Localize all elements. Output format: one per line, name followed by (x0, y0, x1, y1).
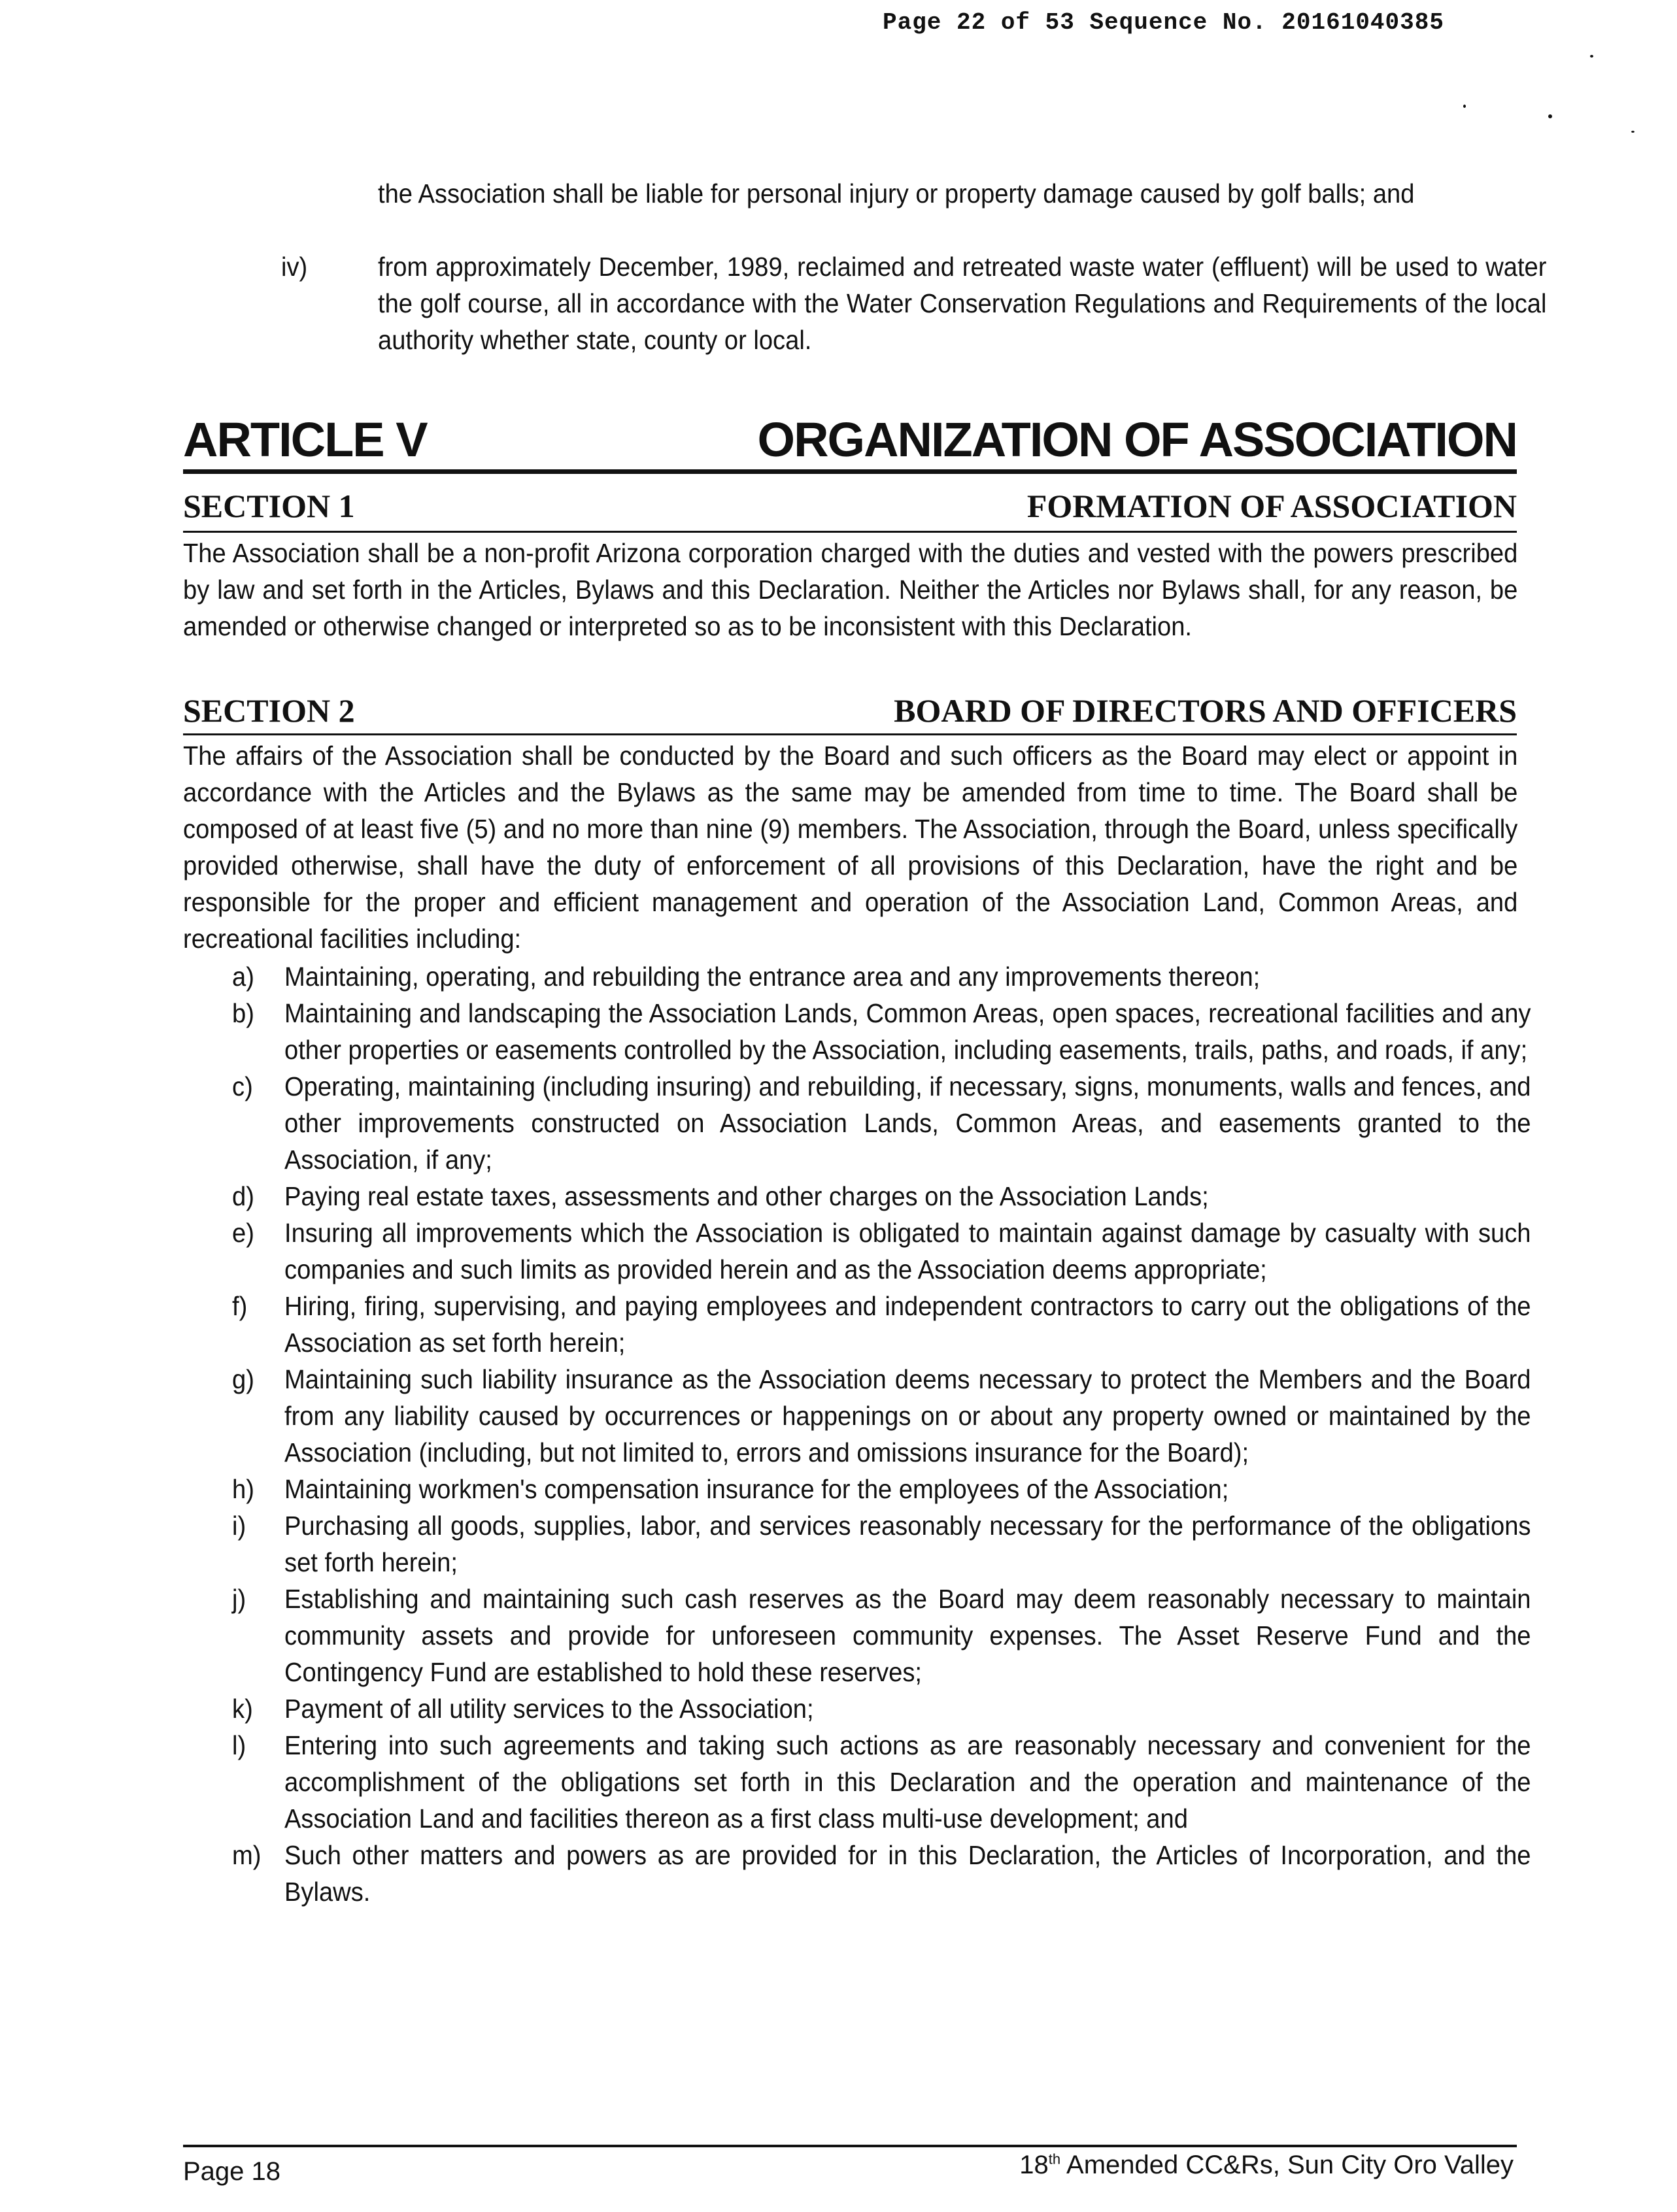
list-item-text: Hiring, firing, supervising, and paying employees and independent contractors to carry out the obligations of the Association as set forth herein; (284, 1291, 1531, 1358)
section-1-divider (183, 531, 1517, 533)
list-item (232, 1178, 1625, 1215)
list-item (232, 1507, 1625, 1581)
list-marker: iv) (281, 252, 308, 282)
list-item (232, 1837, 1625, 1910)
list-marker: b) (232, 998, 254, 1028)
list-item-text: Maintaining such liability insurance as the Association deems necessary to protect the Members and the Board from any liability caused by occurrences or happenings on or about any property owned or maintained by the Association (including, but not limited to, errors and omissions insurance for the Board); (284, 1364, 1531, 1467)
list-item (232, 1581, 1625, 1690)
section-2-body (183, 737, 1621, 957)
list-item-text: Establishing and maintaining such cash reserves as the Board may deem reasonably necessary to maintain community assets and provide for unforeseen community expenses. The Asset Reserve Fund and the Contingency Fund are established to hold these reserves; (284, 1584, 1531, 1687)
list-item (232, 1727, 1625, 1837)
list-marker: a) (232, 962, 254, 992)
section-1-body (183, 535, 1621, 645)
footer-page-number: Page 18 (183, 2157, 281, 2186)
list-item (232, 1361, 1625, 1471)
list-marker: d) (232, 1181, 254, 1211)
scan-speck (1631, 131, 1635, 133)
scan-speck (1463, 105, 1466, 108)
footer-doc-title: Amended CC&Rs, Sun City Oro Valley (1060, 2151, 1514, 2179)
list-marker: l) (232, 1730, 246, 1760)
list-item-text: Operating, maintaining (including insuring) and rebuilding, if necessary, signs, monuments, walls and fences, and other improvements constructed on Association Lands, Common Areas, and easements granted to the Association, if any; (284, 1071, 1531, 1175)
list-marker: i) (232, 1511, 246, 1541)
list-marker: g) (232, 1364, 254, 1394)
list-item (232, 1690, 1625, 1727)
list-marker: f) (232, 1291, 248, 1321)
footer-divider (183, 2145, 1517, 2147)
continuation-text (378, 175, 1633, 212)
continuation-paragraph: the Association shall be liable for personal injury or property damage caused by golf balls; and (378, 178, 1415, 209)
list-marker: k) (232, 1694, 253, 1724)
article-title: ORGANIZATION OF ASSOCIATION (757, 412, 1517, 467)
section-title: FORMATION OF ASSOCIATION (1026, 488, 1517, 524)
article-number: ARTICLE V (183, 412, 427, 467)
list-item-text: Purchasing all goods, supplies, labor, and services reasonably necessary for the performance of the obligations set forth herein; (284, 1511, 1531, 1577)
list-item-text: Maintaining, operating, and rebuilding the entrance area and any improvements thereon; (284, 962, 1261, 992)
article-divider (183, 469, 1517, 474)
footer-document-title (1019, 2151, 1514, 2180)
section-2-paragraph: The affairs of the Association shall be conducted by the Board and such officers as the Board may elect or appoint in accordance with the Articles and the Bylaws as the same may be amended from time to time. The Board shall be composed of at least five (5) and no more than nine (9) members. The Association, through the Board, unless specifically provided otherwise, shall have the duty of enforcement of all provisions of this Declaration, have the right and be responsible for the proper and efficient management and operation of the Association Land, Common Areas, and recreational facilities including: (183, 741, 1518, 954)
list-item (232, 958, 1625, 995)
section-2-divider (183, 733, 1517, 735)
section-1-heading (183, 487, 1517, 525)
list-item (232, 995, 1625, 1068)
list-item-iv (281, 248, 1635, 358)
section-number: SECTION 1 (183, 488, 355, 524)
list-item-text: Insuring all improvements which the Association is obligated to maintain against damage by casualty with such companies and such limits as provided herein and as the Association deems appropriate; (284, 1218, 1531, 1284)
list-item-text: Maintaining workmen's compensation insurance for the employees of the Association; (284, 1474, 1229, 1504)
section-1-paragraph: The Association shall be a non-profit Arizona corporation charged with the duties and vested with the powers prescribed by law and set forth in the Articles, Bylaws and this Declaration. Neither the Articles nor Bylaws shall, for any reason, be amended or otherwise changed or interpreted so as to be inconsistent with this Declaration. (183, 538, 1518, 641)
scan-speck (1548, 114, 1552, 118)
section-2-heading (183, 692, 1517, 729)
list-marker: j) (232, 1584, 246, 1614)
list-item (232, 1288, 1625, 1361)
list-item-text: from approximately December, 1989, reclaimed and retreated waste water (effluent) will be used to water the golf course, all in accordance with the Water Conservation Regulations and Requirements of the local authority whether state, county or local. (378, 252, 1547, 355)
footer-doc-number: 18 (1019, 2151, 1049, 2179)
list-item-text: Such other matters and powers as are provided for in this Declaration, the Articles of Incorporation, and the Bylaws. (284, 1840, 1531, 1907)
list-item-text: Payment of all utility services to the Association; (284, 1694, 814, 1724)
list-item (232, 1215, 1625, 1288)
list-item-text: Entering into such agreements and taking such actions as are reasonably necessary and convenient for the accomplishment of the obligations set forth in this Declaration and the operation and maintenance of the Association Land and facilities thereon as a first class multi-use development; and (284, 1730, 1531, 1834)
section-number: SECTION 2 (183, 692, 355, 729)
duties-list (232, 958, 1625, 1910)
scan-speck (1590, 55, 1593, 58)
section-title: BOARD OF DIRECTORS AND OFFICERS (894, 692, 1517, 729)
list-item (232, 1471, 1625, 1507)
list-marker: m) (232, 1840, 262, 1870)
list-marker: e) (232, 1218, 254, 1248)
list-item (232, 1068, 1625, 1178)
article-heading (183, 412, 1517, 467)
sequence-header: Page 22 of 53 Sequence No. 20161040385 (883, 9, 1444, 36)
list-marker: c) (232, 1071, 253, 1101)
list-item-text: Paying real estate taxes, assessments and other charges on the Association Lands; (284, 1181, 1209, 1211)
footer-doc-suffix: th (1048, 2151, 1061, 2168)
list-marker: h) (232, 1474, 254, 1504)
list-item-text: Maintaining and landscaping the Association Lands, Common Areas, open spaces, recreational facilities and any other properties or easements controlled by the Association, including easements, trails, paths, and roads, if any; (284, 998, 1531, 1065)
